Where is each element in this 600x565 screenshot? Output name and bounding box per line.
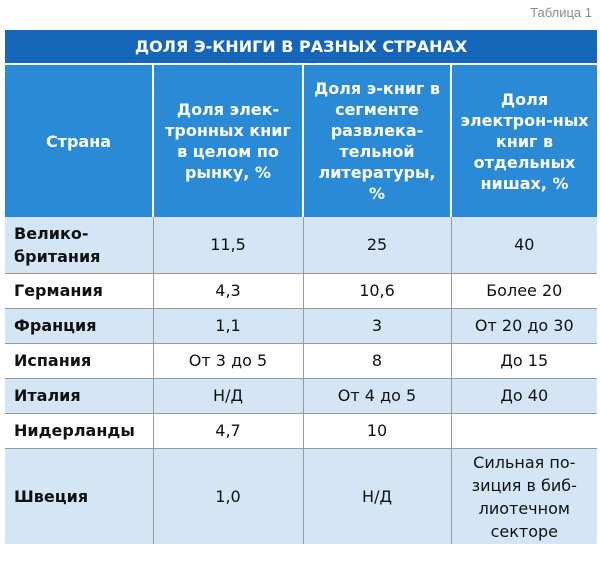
entertainment-share-cell: От 4 до 5 [303, 379, 451, 414]
table-title: ДОЛЯ Э-КНИГИ В РАЗНЫХ СТРАНАХ [5, 30, 597, 64]
country-cell: Италия [5, 379, 153, 414]
entertainment-share-cell: 10 [303, 414, 451, 449]
niche-share-cell: Более 20 [451, 274, 597, 309]
ebook-share-table [5, 30, 597, 560]
table-row [5, 217, 597, 274]
table-row [5, 449, 597, 545]
niche-share-cell: До 15 [451, 344, 597, 379]
table-caption: Таблица 1 [530, 5, 592, 20]
niche-share-cell: Сильная по-зиция в биб-лиотечном секторе [451, 449, 597, 545]
header-niche-share: Доля электрон-ных книг в отдельных нишах, % [451, 64, 597, 217]
entertainment-share-cell: Н/Д [303, 449, 451, 545]
total-share-cell: От 3 до 5 [153, 344, 303, 379]
entertainment-share-cell: 8 [303, 344, 451, 379]
data-table [5, 30, 597, 544]
niche-share-cell: От 20 до 30 [451, 309, 597, 344]
country-cell: Франция [5, 309, 153, 344]
country-cell: Велико-британия [5, 217, 153, 274]
total-share-cell: 1,0 [153, 449, 303, 545]
table-row [5, 414, 597, 449]
entertainment-share-cell: 25 [303, 217, 451, 274]
total-share-cell: 1,1 [153, 309, 303, 344]
table-row [5, 309, 597, 344]
entertainment-share-cell: 10,6 [303, 274, 451, 309]
total-share-cell: 4,7 [153, 414, 303, 449]
header-total-share: Доля элек-тронных книг в целом по рынку, % [153, 64, 303, 217]
country-cell: Испания [5, 344, 153, 379]
niche-share-cell: 40 [451, 217, 597, 274]
total-share-cell: Н/Д [153, 379, 303, 414]
country-cell: Швеция [5, 449, 153, 545]
country-cell: Германия [5, 274, 153, 309]
niche-share-cell [451, 414, 597, 449]
table-row [5, 274, 597, 309]
total-share-cell: 4,3 [153, 274, 303, 309]
header-entertainment-share: Доля э-книг в сегменте развлека-тельной литературы, % [303, 64, 451, 217]
total-share-cell: 11,5 [153, 217, 303, 274]
entertainment-share-cell: 3 [303, 309, 451, 344]
niche-share-cell: До 40 [451, 379, 597, 414]
table-row [5, 379, 597, 414]
country-cell: Нидерланды [5, 414, 153, 449]
header-country: Страна [5, 64, 153, 217]
table-row [5, 344, 597, 379]
